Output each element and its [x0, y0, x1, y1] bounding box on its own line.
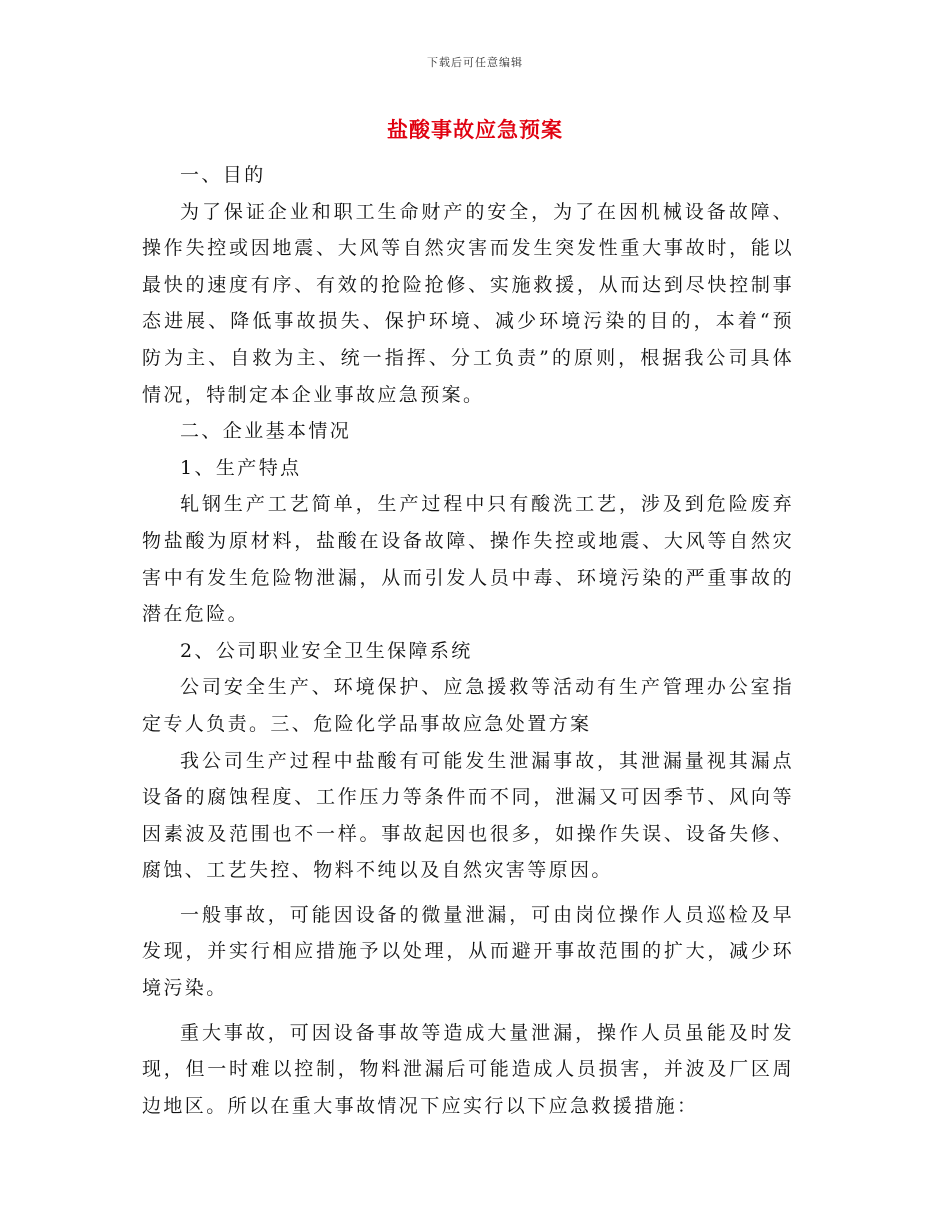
- page-header-note: 下载后可任意编辑: [427, 56, 523, 69]
- paragraph-minor-accident: 一般事故，可能因设备的微量泄漏，可由岗位操作人员巡检及早发现，并实行相应措施予以处理，从而避开事故范围的扩大，减少环境污染。: [142, 903, 794, 1000]
- subheading-safety-system: 2、公司职业安全卫生保障系统: [180, 639, 473, 662]
- paragraph-major-accident: 重大事故，可因设备事故等造成大量泄漏，操作人员虽能及时发现，但一时难以控制，物料泄漏后可能造成人员损害，并波及厂区周边地区。所以在重大事故情况下应实行以下应急救援措施：: [142, 1021, 794, 1117]
- document-body: [142, 157, 794, 1124]
- subheading-production-features: 1、生产特点: [180, 456, 302, 479]
- section-heading-purpose: 一、目的: [180, 164, 266, 186]
- paragraph-purpose: 为了保证企业和职工生命财产的安全，为了在因机械设备故障、操作失控或因地震、大风等自然灾害而发生突发性重大事故时，能以最快的速度有序、有效的抢险抢修、实施救援，从而达到尽快控制事态进展、降低事故损失、保护环境、减少环境污染的目的，本着“预防为主、自救为主、统一指挥、分工负责”的原则，根据我公司具体情况，特制定本企业事故应急预案。: [142, 200, 794, 406]
- document-title: 盐酸事故应急预案: [387, 117, 563, 142]
- paragraph-safety-system: 公司安全生产、环境保护、应急援救等活动有生产管理办公室指定专人负责。三、危险化学品事故应急处置方案: [142, 676, 794, 735]
- paragraph-leak-overview: 我公司生产过程中盐酸有可能发生泄漏事故，其泄漏量视其漏点设备的腐蚀程度、工作压力等条件而不同，泄漏又可因季节、风向等因素波及范围也不一样。事故起因也很多，如操作失误、设备失修、腐蚀、工艺失控、物料不纯以及自然灾害等原因。: [142, 749, 794, 882]
- paragraph-production-features: 轧钢生产工艺简单，生产过程中只有酸洗工艺，涉及到危险废弃物盐酸为原材料，盐酸在设备故障、操作失控或地震、大风等自然灾害中有发生危险物泄漏，从而引发人员中毒、环境污染的严重事故的潜在危险。: [142, 493, 794, 626]
- section-heading-company-info: 二、企业基本情况: [180, 420, 352, 443]
